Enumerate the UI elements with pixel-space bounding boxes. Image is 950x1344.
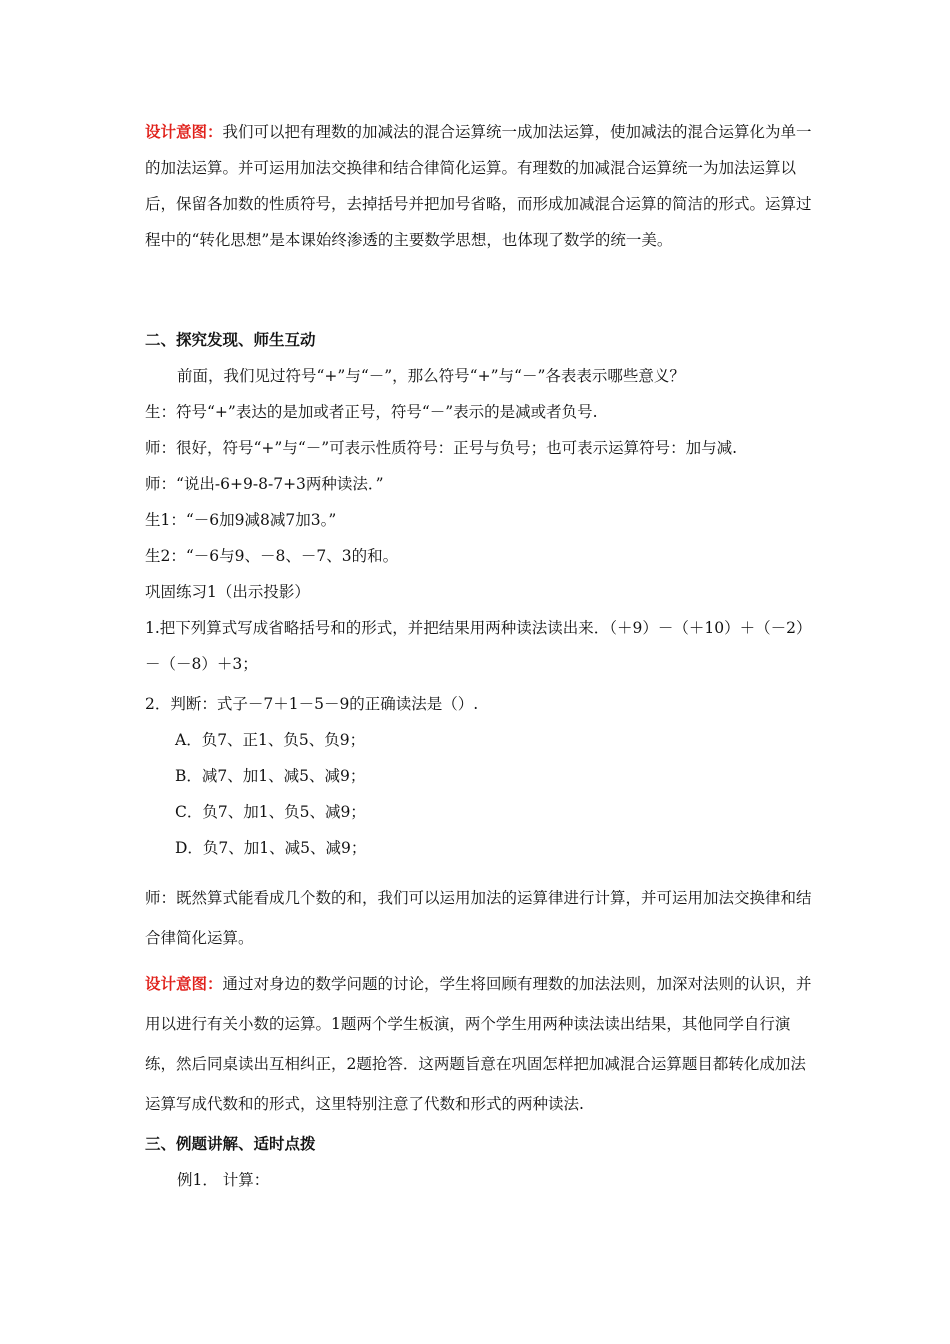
section-heading-3: 三、例题讲解、适时点拨: [145, 1135, 316, 1153]
dialogue-line-1: 前面，我们见过符号“+”与“－”，那么符号“+”与“－”各表表示哪些意义？: [177, 367, 685, 385]
option-a: A．负7、正1、负5、负9；: [175, 731, 366, 749]
dialogue-line-3: 师：很好，符号“+”与“－”可表示性质符号：正号与负号；也可表示运算符号：加与减.: [145, 439, 738, 457]
dialogue-line-6: 生2：“－6与9、－8、－7、3的和。: [145, 547, 399, 565]
option-d: D．负7、加1、减5、减9；: [175, 839, 367, 857]
exercise-heading: 巩固练习1（出示投影）: [145, 583, 310, 601]
example-1-label: 例1． 计算：: [177, 1171, 270, 1189]
design-intent-text-2: 通过对身边的数学问题的讨论，学生将回顾有理数的加法法则，加深对法则的认识，并用以进行有关小数的运算。1题两个学生板演，两个学生用两种读法读出结果，其他同学自行演练，然后同桌读出互相纠正，2题抢答．这两题旨意在巩固怎样把加减混合运算题目都转化成加法运算写成代数和的形式，这里特别注意了代数和形式的两种读法.: [145, 975, 812, 1113]
exercise-question-1: 1.把下列算式写成省略括号和的形式，并把结果用两种读法读出来．（＋9）－（＋10）＋（－2）－（－8）＋3；: [145, 619, 812, 673]
design-intent-label: 设计意图：: [145, 123, 223, 141]
dialogue-line-4: 师：“说出-6+9-8-7+3两种读法．”: [145, 475, 384, 493]
design-intent-paragraph-1: [145, 114, 815, 258]
teacher-note-paragraph: 师：既然算式能看成几个数的和，我们可以运用加法的运算律进行计算，并可运用加法交换律和结合律简化运算。: [145, 889, 812, 947]
dialogue-line-2: 生：符号“+”表达的是加或者正号，符号“－”表示的是减或者负号.: [145, 403, 598, 421]
dialogue-line-5: 生1：“－6加9减8减7加3。”: [145, 511, 337, 529]
section-heading-2: 二、探究发现、师生互动: [145, 331, 316, 349]
design-intent-text: 我们可以把有理数的加减法的混合运算统一成加法运算，使加减法的混合运算化为单一的加法运算。并可运用加法交换律和结合律简化运算。有理数的加减混合运算统一为加法运算以后，保留各加数的性质符号，去掉括号并把加号省略，而形成加减混合运算的简洁的形式。运算过程中的“转化思想”是本课始终渗透的主要数学思想，也体现了数学的统一美。: [145, 123, 812, 249]
option-c: C．负7、加1、负5、减9；: [175, 803, 366, 821]
design-intent-paragraph-2: [145, 964, 815, 1124]
exercise-question-2: 2．判断：式子－7＋1－5－9的正确读法是（）.: [145, 695, 479, 713]
design-intent-label-2: 设计意图：: [145, 975, 223, 993]
option-b: B．减7、加1、减5、减9；: [175, 767, 366, 785]
